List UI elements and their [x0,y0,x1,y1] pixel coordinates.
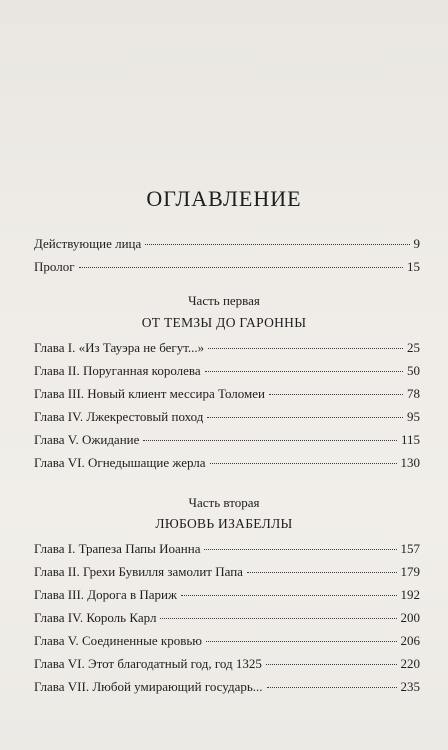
toc-entry[interactable] [34,340,420,358]
entry-page: 206 [400,633,420,648]
toc-title: ОГЛАВЛЕНИЕ [146,186,302,211]
entry-page: 25 [407,340,420,355]
entry-page: 200 [400,610,420,625]
toc-entry[interactable] [34,409,420,427]
toc-entry[interactable] [34,679,420,697]
toc-entry[interactable] [34,386,420,404]
entry-page: 115 [400,432,420,447]
entry-page: 15 [407,259,420,274]
toc-entry[interactable] [34,610,420,628]
entry-label: Глава V. Соединенные кровью [34,633,202,648]
entry-label: Глава V. Ожидание [34,432,140,447]
entry-page: 95 [407,409,420,424]
entry-label: Глава VI. Этот благодатный год, год 1325 [34,656,262,671]
entry-label: Глава III. Новый клиент мессира Толомеи [34,386,265,401]
dot-leader [160,618,396,619]
entry-page: 9 [413,236,420,251]
entry-label: Глава VI. Огнедышащие жерла [34,455,206,470]
entry-label: Глава II. Грехи Бувилля замолит Папа [34,564,243,579]
toc-entry[interactable] [34,564,420,582]
entry-label: Глава IV. Король Карл [34,610,157,625]
toc-entry[interactable] [34,259,420,277]
entry-label: Действующие лица [34,236,142,251]
part-title: ОТ ТЕМЗЫ ДО ГАРОННЫ [141,315,307,330]
toc-entry[interactable] [34,455,420,473]
part-title: ЛЮБОВЬ ИЗАБЕЛЛЫ [155,516,293,531]
toc-entry[interactable] [34,363,420,381]
dot-leader [267,687,397,688]
toc-entry[interactable] [34,236,420,254]
dot-leader [206,641,397,642]
toc-entry[interactable] [34,541,420,559]
dot-leader [143,440,397,441]
dot-leader [79,267,403,268]
dot-leader [247,572,397,573]
entry-label: Глава IV. Лжекрестовый поход [34,409,204,424]
dot-leader [145,244,409,245]
part-label: Часть вторая [188,495,260,510]
toc-entry[interactable] [34,432,420,450]
entry-page: 179 [400,564,420,579]
entry-page: 78 [407,386,420,401]
dot-leader [210,463,397,464]
entry-page: 50 [407,363,420,378]
entry-label: Глава VII. Любой умирающий государь... [34,679,263,694]
entry-label: Глава I. «Из Тауэра не бегут...» [34,340,205,355]
toc-entry[interactable] [34,587,420,605]
entry-page: 220 [400,656,420,671]
dot-leader [269,394,403,395]
dot-leader [207,417,403,418]
entry-label: Глава II. Поруганная королева [34,363,201,378]
entry-page: 130 [400,455,420,470]
dot-leader [266,664,397,665]
entry-page: 157 [400,541,420,556]
entry-label: Глава I. Трапеза Папы Иоанна [34,541,201,556]
entry-label: Глава III. Дорога в Париж [34,587,177,602]
entry-page: 192 [400,587,420,602]
toc-entry[interactable] [34,633,420,651]
entry-label: Пролог [34,259,75,274]
entry-page: 235 [400,679,420,694]
dot-leader [181,595,397,596]
toc-entry[interactable] [34,656,420,674]
dot-leader [208,348,403,349]
part-label: Часть первая [188,293,260,308]
dot-leader [205,371,403,372]
dot-leader [204,549,396,550]
